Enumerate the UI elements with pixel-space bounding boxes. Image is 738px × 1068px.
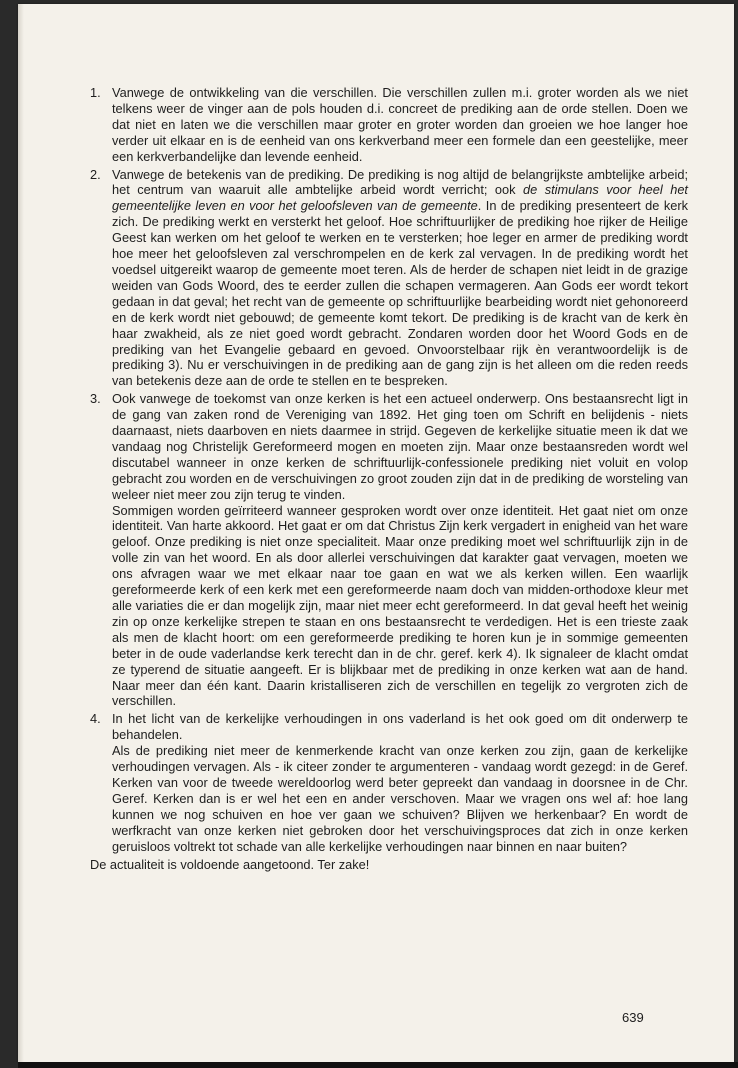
list-item [90, 167, 688, 390]
page-edge [18, 4, 24, 1062]
item-number: 1. [90, 85, 101, 100]
item-number: 2. [90, 166, 101, 182]
item-paragraph: Sommigen worden geïrriteerd wanneer gesproken wordt over onze identiteit. Het gaat niet om onze identiteit. Van harte akkoord. Het gaat er om dat Christus Zijn kerk vergadert in enigheid van het ware geloof. Onze prediking is niet onze specialiteit. Maar onze prediking moet wel schriftuurlijk zijn in de volle zin van het woord. En als door allerlei verschuivingen dat karakter gaat vervagen, moeten we ons afvragen waar we met elkaar naar toe gaan en wat we als kerken willen. Een waarlijk gereformeerde kerk of een kerk met een gereformeerde naam doch van midden-orthodoxe kleur met alle variaties die er dan mogelijk zijn, maar niet meer echt gereformeerd. In dat geval heeft het weinig zin op onze kerkelijke strepen te staan en ons bestaansrecht te verdedigen. Het is een trieste zaak als men de klacht hoort: om een gereformeerde prediking te horen kun je in sommige gemeenten beter in de oude vaderlandse kerk terecht dan in de chr. geref. kerk 4). Ik signaleer de klacht omdat ze typerend de situatie aangeeft. Er is blijkbaar met de prediking in onze kerken wat aan de hand. Naar meer dan één kant. Daarin kristalliseren zich de verschillen en tegelijk zo vergroten zich de verschillen. [112, 502, 688, 709]
scan-border [18, 1062, 738, 1068]
list-item [90, 711, 688, 854]
list-item [90, 391, 688, 709]
document-page [18, 4, 734, 1062]
list-item [90, 85, 688, 165]
item-paragraph: Ook vanwege de toekomst van onze kerken is het een actueel onderwerp. Ons bestaansrecht ligt in de gang van zaken rond de Vereniging van 1892. Het ging toen om Schrift en belijdenis - niets daarnaast, niets daarboven en niets daarmee in strijd. Gegeven de kerkelijke situatie meen ik dat we vandaag nog Christelijk Gereformeerd mogen en moeten zijn. Maar onze bestaansreden wordt wel discutabel wanneer in onze kerken de schriftuurlijk-confessionele prediking niet voluit en volop gebracht zou worden en de verschuivingen zo groot zouden zijn dat in de prediking de worsteling van weleer niet meer zou zijn terug te vinden. [112, 391, 688, 502]
item-text [112, 167, 688, 390]
article-body [90, 85, 688, 885]
closing-sentence: De actualiteit is voldoende aangetoond. Ter zake! [90, 856, 370, 872]
item-number: 4. [90, 711, 101, 727]
item-number: 3. [90, 391, 101, 407]
item-text-italic: de stimulans voor heel het gemeentelijke leven en voor het geloofsleven van de gemeente [112, 182, 688, 214]
item-paragraph: Als de prediking niet meer de kenmerkende kracht van onze kerken zou zijn, gaan de kerkelijke verhoudingen vervagen. Als - ik citeer zonder te argumenteren - vandaag wordt gezegd: in de Geref. Kerken van voor de tweede wereldoorlog werd beter gepreekt dan vandaag in doorsnee in de Chr. Geref. Kerken dan is er wel het een en ander verschoven. Maar we vragen ons wel af: hoe lang kunnen we nog schuiven en hoe ver gaan we schuiven? Blijven we herkenbaar? En wordt de werfkracht van onze kerken niet gebroken door het verschuivingsproces dat zich in onze kerken geruisloos voltrekt tot schade van alle kerkelijke verhoudingen naar binnen en naar buiten? [112, 743, 688, 854]
page-number: 639 [622, 1010, 644, 1025]
item-text-part: . In de prediking presenteert de kerk zich. De prediking werkt en versterkt het geloof. Hoe schriftuurlijker de prediking hoe rijker de Heilige Geest kan werken om het geloof te werken en te versterken; hoe leger en armer de prediking wordt hoe meer het geloofsleven zal verschrompelen en de kerk zal vervagen. In de prediking wordt het voedsel uitgereikt waarop de gemeente moet teren. Als de herder de schapen niet leidt in de grazige weiden van Gods Woord, des te eerder zullen die schapen vermageren. Aan Gods eer wordt tekort gedaan in dat geval; het recht van de gemeente op schriftuurlijke bearbeiding wordt niet gehonoreerd en de kerk wordt niet gebouwd; de gemeente komt tekort. De prediking is de kracht van de kerk èn haar zwakheid, als ze niet goed wordt gebracht. Zondaren worden door het Woord Gods en de prediking van het Evangelie gebaard en gevoed. Onvoorstelbaar rijk èn verantwoordelijk is de prediking 3). Nu er verschuivingen in de prediking aan de gang zijn is het alleen om die reden reeds van betekenis deze aan de orde te stellen en te bespreken. [112, 198, 689, 389]
item-text-part: Vanwege de betekenis van de prediking. De prediking is nog altijd de belangrijkste ambtelijke arbeid; het centrum van waaruit alle ambtelijke arbeid wordt verricht; ook [112, 166, 688, 198]
item-paragraph: In het licht van de kerkelijke verhoudingen in ons vaderland is het ook goed om dit onderwerp te behandelen. [112, 711, 688, 743]
item-text: Vanwege de ontwikkeling van die verschillen. Die verschillen zullen m.i. groter worden als we niet telkens weer de vinger aan de pols houden d.i. concreet de prediking aan de orde stellen. Doen we dat niet en laten we die verschillen maar groter en groter worden dan groeien we hoe langer hoe verder uit elkaar en is de eenheid van ons kerkverband meer een formele dan een geestelijke, meer een kerkverbandelijke dan levende eenheid. [112, 85, 688, 164]
